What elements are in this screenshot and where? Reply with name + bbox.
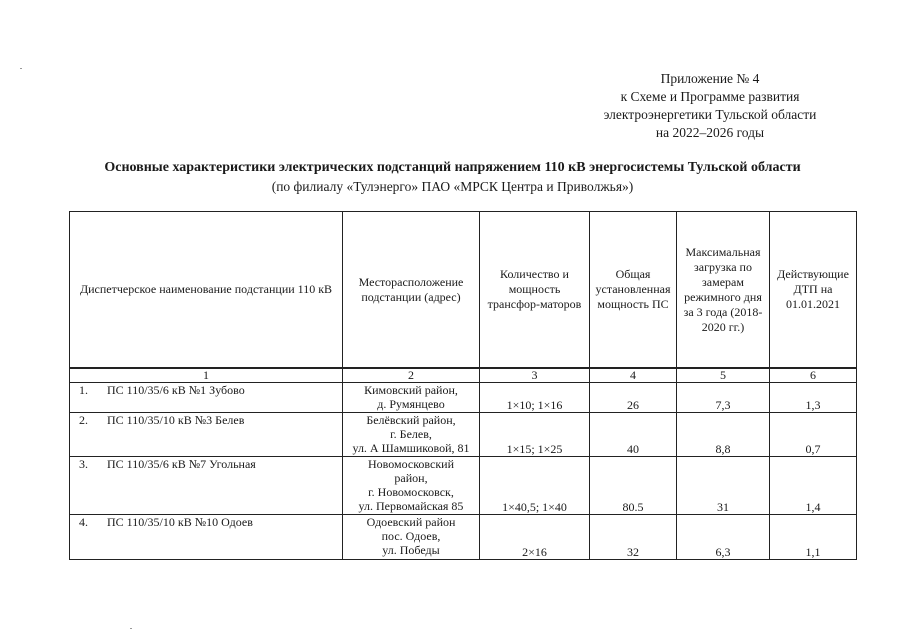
- transformers-cell: 2×16: [480, 515, 590, 560]
- table-row: [70, 457, 857, 515]
- row-number: 4.: [79, 515, 88, 529]
- substation-name: ПС 110/35/6 кВ №1 Зубово: [107, 383, 245, 397]
- column-numbers-row: [70, 368, 857, 383]
- location-line: пос. Одоев,: [381, 529, 441, 543]
- dtp-cell: 0,7: [770, 413, 857, 457]
- location-line: д. Румянцево: [377, 397, 445, 411]
- transformers-cell: 1×15; 1×25: [480, 413, 590, 457]
- appendix-ref-line: к Схеме и Программе развития: [620, 89, 800, 104]
- total-power-cell: 80.5: [590, 457, 677, 515]
- header-cell: Максимальная загрузка по замерам режимного дня за 3 года (2018-2020 гг.): [677, 212, 770, 369]
- document-subtitle: (по филиалу «Тулэнерго» ПАО «МРСК Центра и Приволжья»): [271, 179, 634, 194]
- column-number: 1: [70, 368, 343, 383]
- location-line: ул. Победы: [382, 543, 440, 557]
- substation-name: ПС 110/35/10 кВ №10 Одоев: [107, 515, 253, 529]
- location-line: Одоевский район: [366, 515, 456, 529]
- location-line: ул. А Шамшиковой, 81: [352, 441, 470, 455]
- column-number: 2: [343, 368, 480, 383]
- dtp-cell: 1,3: [770, 383, 857, 413]
- location-line: ул. Первомайская 85: [358, 499, 464, 513]
- transformers-cell: 1×10; 1×16: [480, 383, 590, 413]
- substation-name-cell: [70, 515, 343, 560]
- location-line: Кимовский район,: [364, 383, 458, 397]
- substations-table: [69, 211, 857, 560]
- location-line: г. Новомосковск,: [368, 485, 454, 499]
- table-row: [70, 515, 857, 560]
- location-line: Новомосковский: [367, 457, 455, 471]
- appendix-ref-line: электроэнергетики Тульской области: [603, 107, 817, 122]
- header-cell: Диспетчерское наименование подстанции 110 кВ: [70, 212, 343, 369]
- dtp-cell: 1,1: [770, 515, 857, 560]
- header-cell: Общая установленная мощность ПС: [590, 212, 677, 369]
- row-number: 1.: [79, 383, 88, 397]
- column-number: 6: [770, 368, 857, 383]
- scan-speck: [20, 68, 22, 69]
- row-number: 3.: [79, 457, 88, 471]
- substation-name-cell: [70, 413, 343, 457]
- location-cell: [343, 413, 480, 457]
- max-load-cell: 6,3: [677, 515, 770, 560]
- header-cell: Месторасположение подстанции (адрес): [343, 212, 480, 369]
- table-row: [70, 383, 857, 413]
- location-cell: [343, 383, 480, 413]
- row-number: 2.: [79, 413, 88, 427]
- max-load-cell: 8,8: [677, 413, 770, 457]
- column-number: 3: [480, 368, 590, 383]
- header-cell: Количество и мощность трансфор-маторов: [480, 212, 590, 369]
- document-title: Основные характеристики электрических подстанций напряжением 110 кВ энергосистемы Тульской области: [104, 160, 801, 175]
- location-line: район,: [394, 471, 428, 485]
- substation-name: ПС 110/35/10 кВ №3 Белев: [107, 413, 245, 427]
- column-number: 5: [677, 368, 770, 383]
- location-cell: [343, 457, 480, 515]
- appendix-number: Приложение № 4: [660, 71, 760, 86]
- substation-name: ПС 110/35/6 кВ №7 Угольная: [107, 457, 256, 471]
- substation-name-cell: [70, 383, 343, 413]
- table-header-row: [70, 212, 857, 369]
- total-power-cell: 26: [590, 383, 677, 413]
- location-cell: [343, 515, 480, 560]
- scan-speck: [130, 628, 132, 629]
- total-power-cell: 32: [590, 515, 677, 560]
- dtp-cell: 1,4: [770, 457, 857, 515]
- location-line: г. Белев,: [390, 427, 432, 441]
- header-cell: Действующие ДТП на 01.01.2021: [770, 212, 857, 369]
- max-load-cell: 7,3: [677, 383, 770, 413]
- substation-name-cell: [70, 457, 343, 515]
- total-power-cell: 40: [590, 413, 677, 457]
- column-number: 4: [590, 368, 677, 383]
- transformers-cell: 1×40,5; 1×40: [480, 457, 590, 515]
- location-line: Белёвский район,: [366, 413, 456, 427]
- appendix-caption: [560, 70, 860, 142]
- table-row: [70, 413, 857, 457]
- appendix-years: на 2022–2026 годы: [655, 125, 765, 140]
- max-load-cell: 31: [677, 457, 770, 515]
